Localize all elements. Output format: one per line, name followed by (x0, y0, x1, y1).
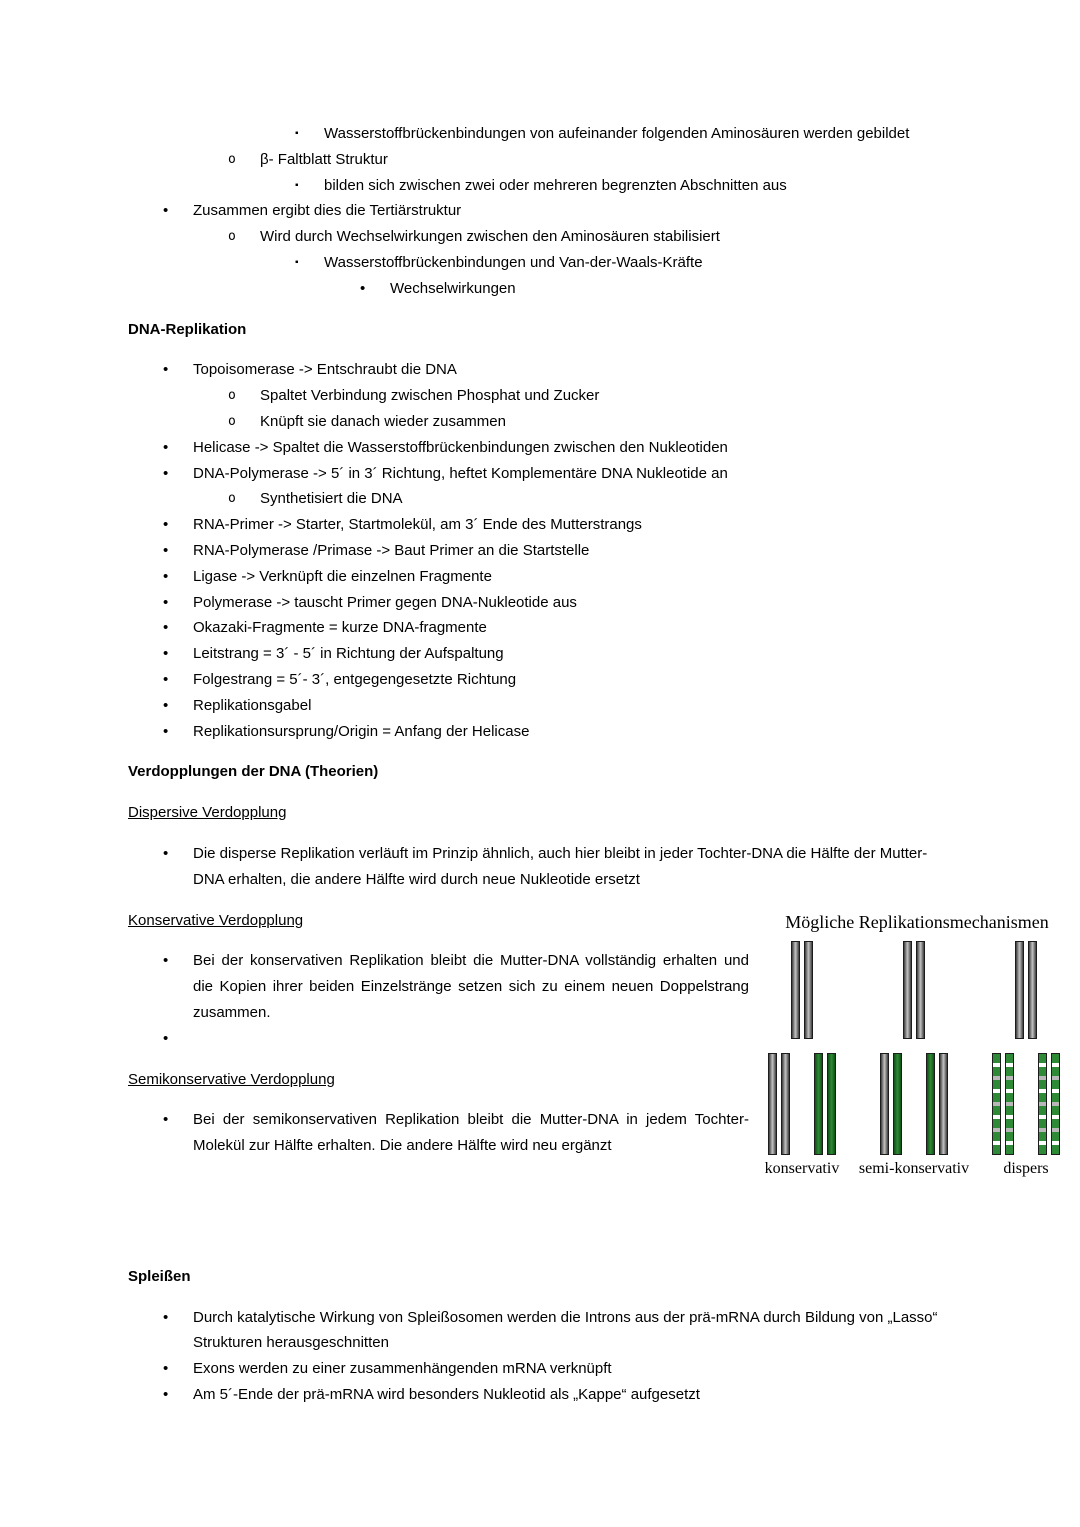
dna-strand-old (880, 1053, 889, 1155)
bullet-marker: • (163, 516, 169, 534)
list-item (128, 564, 952, 590)
bullet-marker: • (163, 1111, 169, 1129)
daughter-duplexes (768, 1053, 836, 1155)
list-item-text: Durch katalytische Wirkung von Spleißosomen werden die Introns aus der prä-mRNA durch Bildung von „Lasso“ Strukturen herausgeschnitten (193, 1308, 938, 1352)
bullet-marker: • (163, 722, 169, 740)
list-item (128, 841, 952, 893)
figure-title: Mögliche Replikationsmechanismen (785, 912, 1049, 932)
list-item-text: Die disperse Replikation verläuft im Prinzip ähnlich, auch hier bleibt in jeder Tochter-DNA die Hälfte der Mutter-DNA erhalten, die andere Hälfte wird durch neue Nukleotide ersetzt (193, 844, 928, 888)
dna-strand-old (791, 941, 800, 1039)
heading-semikonservative: Semikonservative Verdopplung (128, 1070, 335, 1088)
bullet-marker: • (163, 1029, 169, 1047)
bullet-marker: • (163, 645, 169, 663)
list-item-text: Leitstrang = 3´ - 5´ in Richtung der Aufspaltung (193, 645, 504, 663)
dna-duplex (903, 941, 925, 1039)
list-item (128, 1382, 952, 1408)
list-item (128, 1305, 952, 1357)
list-item (128, 383, 952, 409)
dna-duplex (1038, 1053, 1060, 1155)
list-item-text: Bei der konservativen Replikation bleibt die Mutter-DNA vollständig erhalten und die Kopien ihrer beiden Einzelstränge setzen sich zu einem neuen Doppelstrang zusammen. (193, 952, 749, 1021)
list-item-text: Exons werden zu einer zusammenhängenden mRNA verknüpft (193, 1360, 612, 1378)
daughter-duplexes (880, 1053, 948, 1155)
list-item-text: Am 5´-Ende der prä-mRNA wird besonders Nukleotid als „Kappe“ aufgesetzt (193, 1386, 700, 1404)
list-item (128, 409, 952, 435)
dna-strand-old (1028, 941, 1037, 1039)
dna-strand-mixed (992, 1053, 1001, 1155)
list-item-text: Replikationsgabel (193, 696, 312, 714)
bullet-marker: o (228, 491, 236, 507)
dna-duplex (791, 941, 813, 1039)
list-item (128, 461, 952, 487)
list-item-text: Zusammen ergibt dies die Tertiärstruktur (193, 202, 462, 220)
dna-strand-old (804, 941, 813, 1039)
bullet-marker: • (163, 844, 169, 862)
dna-strand-new (814, 1053, 823, 1155)
list-item-text: Wird durch Wechselwirkungen zwischen den Aminosäuren stabilisiert (260, 228, 720, 246)
dna-strand-old (768, 1053, 777, 1155)
dna-strand-old (781, 1053, 790, 1155)
list-item-text: β- Faltblatt Struktur (260, 150, 388, 168)
list-item (128, 147, 952, 173)
bullet-marker: • (163, 696, 169, 714)
list-item-text: Knüpft sie danach wieder zusammen (260, 412, 506, 430)
bullet-marker: o (228, 151, 236, 167)
mechanism-label: dispers (1003, 1160, 1049, 1177)
list-item-text: Ligase -> Verknüpft die einzelnen Fragmente (193, 567, 492, 585)
dna-strand-mixed (1038, 1053, 1047, 1155)
list-item-text: DNA-Polymerase -> 5´ in 3´ Richtung, heftet Komplementäre DNA Nukleotide an (193, 464, 728, 482)
heading-konservative: Konservative Verdopplung (128, 911, 304, 929)
dna-duplex (768, 1053, 790, 1155)
mechanism-label: semi-konservativ (858, 1160, 970, 1177)
list-item (128, 693, 952, 719)
bullet-marker: • (163, 619, 169, 637)
list-item (128, 198, 952, 224)
list-item (128, 719, 952, 745)
list-item (128, 615, 952, 641)
bullet-list (128, 841, 952, 893)
heading-dispersive: Dispersive Verdopplung (128, 804, 287, 822)
heading-spleissen: Spleißen (128, 1267, 191, 1285)
list-item-text: Okazaki-Fragmente = kurze DNA-fragmente (193, 619, 487, 637)
list-item-text: Replikationsursprung/Origin = Anfang der Helicase (193, 722, 530, 740)
list-item (128, 512, 952, 538)
list-item (128, 250, 952, 276)
mechanism-dispers (976, 941, 1076, 1178)
list-item-text: bilden sich zwischen zwei oder mehreren begrenzten Abschnitten aus (324, 176, 787, 194)
list-item-text: Bei der semikonservativen Replikation bleibt die Mutter-DNA in jedem Tochter-Molekül zur Hälfte erhalten. Die andere Hälfte wird neu ergänzt (193, 1111, 749, 1155)
bullet-marker: • (163, 541, 169, 559)
list-item (128, 435, 952, 461)
bullet-marker: • (163, 1360, 169, 1378)
bullet-marker: • (163, 1308, 169, 1326)
dna-strand-mixed (1051, 1053, 1060, 1155)
bullet-marker: • (163, 202, 169, 220)
mechanism-semi-konservativ (858, 941, 970, 1178)
dna-strand-old (1015, 941, 1024, 1039)
bullet-marker: • (163, 567, 169, 585)
dna-duplex (992, 1053, 1014, 1155)
list-item (128, 276, 952, 302)
dna-duplex (814, 1053, 836, 1155)
list-item-text: Wasserstoffbrückenbindungen und Van-der-Waals-Kräfte (324, 253, 703, 271)
list-item (128, 641, 952, 667)
list-item-text: Polymerase -> tauscht Primer gegen DNA-Nukleotide aus (193, 593, 577, 611)
list-item (128, 1356, 952, 1382)
bullet-marker: ▪ (295, 256, 299, 268)
bullet-marker: ▪ (295, 128, 299, 139)
list-item (128, 667, 952, 693)
dna-strand-old (903, 941, 912, 1039)
list-item-text: RNA-Polymerase /Primase -> Baut Primer an die Startstelle (193, 541, 590, 559)
dna-duplex (1015, 941, 1037, 1039)
bullet-marker: • (163, 464, 169, 482)
list-item-text: Wechselwirkungen (390, 279, 516, 297)
dna-duplex (880, 1053, 902, 1155)
bullet-list (128, 1305, 952, 1408)
bullet-marker: • (163, 361, 169, 379)
list-item-text: Folgestrang = 5´- 3´, entgegengesetzte Richtung (193, 670, 517, 688)
bullet-marker: • (163, 593, 169, 611)
list-item-text: Synthetisiert die DNA (260, 490, 403, 508)
list-item-text: Helicase -> Spaltet die Wasserstoffbrückenbindungen zwischen den Nukleotiden (193, 438, 728, 456)
dna-duplex (926, 1053, 948, 1155)
mechanism-label: konservativ (764, 1160, 840, 1177)
list-item (128, 357, 952, 383)
list-item (128, 590, 952, 616)
bullet-marker: • (163, 438, 169, 456)
list-item (128, 224, 952, 250)
bullet-list (128, 357, 952, 744)
heading-dna-replikation: DNA-Replikation (128, 320, 247, 338)
heading-verdopplungen: Verdopplungen der DNA (Theorien) (128, 763, 379, 781)
bullet-marker: • (163, 1386, 169, 1404)
list-item-text: Spaltet Verbindung zwischen Phosphat und Zucker (260, 387, 600, 405)
bullet-list (128, 121, 952, 302)
list-item (128, 121, 952, 147)
list-item (128, 486, 952, 512)
bullet-marker: • (163, 670, 169, 688)
bullet-marker: o (228, 413, 236, 429)
bullet-marker: • (163, 952, 169, 970)
list-item-text: Topoisomerase -> Entschraubt die DNA (193, 361, 457, 379)
dna-strand-old (916, 941, 925, 1039)
replication-mechanisms-figure (752, 912, 1080, 1178)
dna-strand-old (939, 1053, 948, 1155)
dna-strand-new (893, 1053, 902, 1155)
list-item (128, 173, 952, 199)
figure-columns (752, 941, 1080, 1178)
dna-strand-new (827, 1053, 836, 1155)
dna-strand-new (926, 1053, 935, 1155)
bullet-marker: o (228, 229, 236, 245)
bullet-marker: ▪ (295, 179, 299, 191)
bullet-marker: o (228, 388, 236, 404)
daughter-duplexes (992, 1053, 1060, 1155)
list-item (128, 538, 952, 564)
bullet-marker: • (360, 279, 366, 297)
dna-strand-mixed (1005, 1053, 1014, 1155)
list-item-text: Wasserstoffbrückenbindungen von aufeinander folgenden Aminosäuren werden gebildet (324, 125, 910, 142)
document-content (128, 121, 952, 1408)
mechanism-konservativ (752, 941, 852, 1178)
list-item-text: RNA-Primer -> Starter, Startmolekül, am 3´ Ende des Mutterstrangs (193, 516, 642, 534)
